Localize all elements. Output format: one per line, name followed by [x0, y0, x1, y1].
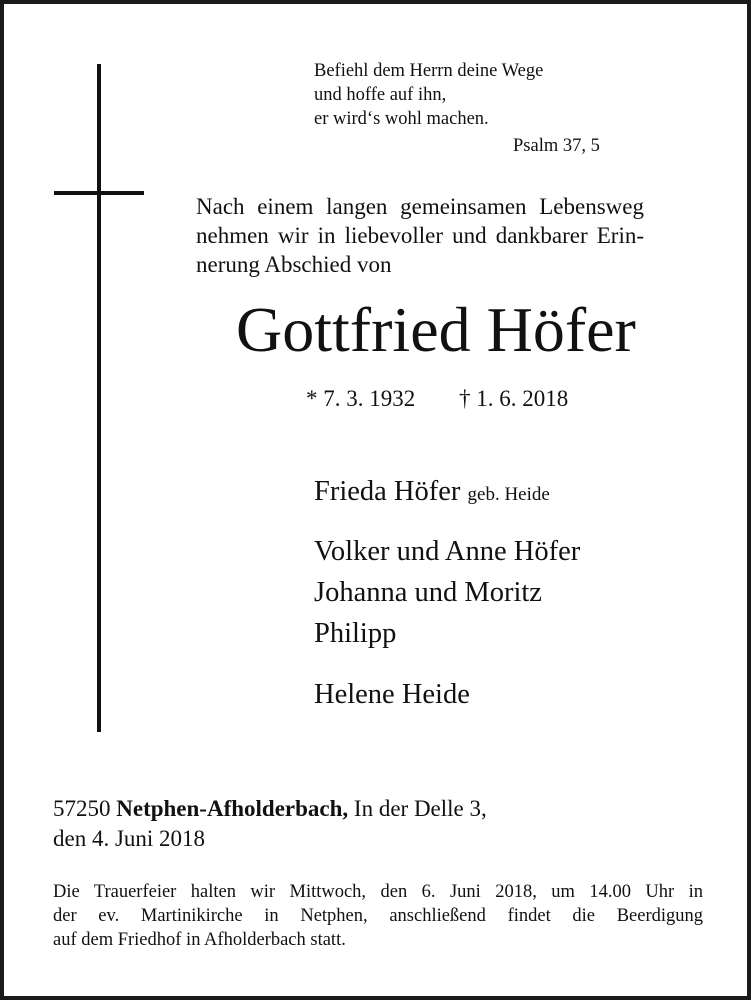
mourner-line: Volker und Anne Höfer	[314, 536, 581, 567]
verse-line: er wird‘s wohl machen.	[314, 109, 489, 129]
cross-icon-horizontal-bar	[54, 191, 144, 195]
notice-line: der ev. Martinikirche in Netphen, anschließend findet die Beerdigung	[53, 906, 703, 926]
notice-date: den 4. Juni 2018	[53, 826, 206, 851]
mourner-line: Philipp	[314, 618, 397, 649]
verse-line: und hoffe auf ihn,	[314, 85, 447, 105]
intro-line: nerung Abschied von	[196, 252, 392, 277]
intro-text	[196, 192, 644, 279]
notice-line: Die Trauerfeier halten wir Mittwoch, den 6. Juni 2018, um 14.00 Uhr in	[53, 882, 703, 902]
mourner-spouse	[314, 474, 550, 513]
intro-line: nehmen wir in liebevoller und dankbarer Erin-	[196, 223, 644, 248]
bible-verse	[314, 59, 543, 131]
postal-code: 57250	[53, 796, 111, 821]
spouse-maiden-name: geb. Heide	[467, 484, 550, 505]
funeral-notice	[53, 880, 703, 952]
street: In der Delle 3,	[353, 796, 487, 821]
cross-icon-vertical-bar	[97, 64, 101, 732]
deceased-name: Gottfried Höfer	[236, 294, 636, 365]
death-date: † 1. 6. 2018	[459, 386, 569, 411]
notice-line: auf dem Friedhof in Afholderbach statt.	[53, 930, 346, 950]
mourner-line: Johanna und Moritz	[314, 577, 542, 608]
address-line	[53, 794, 487, 824]
mourner-line: Helene Heide	[314, 679, 470, 710]
town: Netphen-Afholderbach,	[116, 796, 349, 821]
verse-reference: Psalm 37, 5	[513, 136, 600, 156]
verse-line: Befiehl dem Herrn deine Wege	[314, 61, 544, 81]
birth-date: * 7. 3. 1932	[306, 386, 416, 411]
spouse-name: Frieda Höfer	[314, 476, 461, 507]
intro-line: Nach einem langen gemeinsamen Lebensweg	[196, 194, 644, 219]
